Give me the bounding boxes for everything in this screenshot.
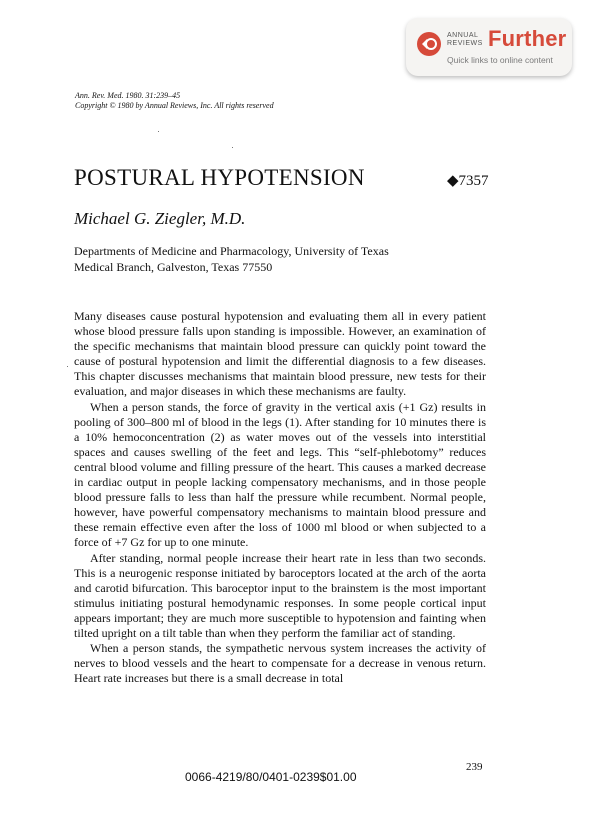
paragraph-2: When a person stands, the force of gravity in the vertical axis (+1 Gz) results in pooling of 300–800 ml of blood in the legs (1). After standing for 10 minutes there is a 10% hemoconcentration (2) as water moves out of the vessels into interstitial spaces and causes swelling of the feet and legs. This “self-phlebotomy” reduces central blood volume and filling pressure of the heart. This causes a marked decrease in cardiac output in people lacking compensatory mechanisms, and in those people blood pressure falls to less than half the pressure while recumbent. Normal people, however, have powerful compensatory mechanisms to maintain blood pressure and these remain effective even after the loss of 1000 ml blood or when subjected to a force of +7 Gz for up to one minute. [74,399,486,550]
paragraph-1: Many diseases cause postural hypotension and evaluating them all in every patient whose blood pressure falls upon standing is impossible. However, an examination of the specific mechanisms that maintain blood pressure can quickly point toward the cause of postural hypotension and limit the differential diagnosis to a few diseases. This chapter discusses mechanisms that maintain blood pressure, new tests for their evaluation, and major diseases in which these mechanisms are faulty. [74,309,486,399]
badge-reviews-label: REVIEWS [447,40,483,47]
annual-reviews-further-badge[interactable] [406,18,572,76]
footer-code: 0066-4219/80/0401-0239$01.00 [185,770,357,784]
article-code: ◆7357 [447,173,489,189]
journal-citation: Ann. Rev. Med. 1980. 31:239–45 [75,91,181,100]
author-name: Michael G. Ziegler, M.D. [74,209,246,228]
badge-annual-label: ANNUAL [447,32,479,39]
article-title: POSTURAL HYPOTENSION [74,165,365,190]
speck-mark [232,147,233,148]
paragraph-3: After standing, normal people increase their heart rate in less than two seconds. This is a neurogenic response initiated by baroceptors located at the arch of the aorta and carotid bifurcation. This baroceptor input to the brainstem is the most important stimulus initiating postural hemodynamic responses. In some people cortical input appears important; they are much more susceptible to hypotension and fainting when tilted upright on a tilt table than when they perform the familiar act of standing. [74,550,486,640]
badge-tagline: Quick links to online content [447,55,553,65]
affiliation-line-2: Medical Branch, Galveston, Texas 77550 [74,260,273,274]
copyright-line: Copyright © 1980 by Annual Reviews, Inc. All rights reserved [75,101,274,110]
play-circle-icon [417,32,441,56]
badge-further-label: Further [488,26,567,51]
speck-mark [67,366,68,367]
speck-mark [158,131,159,132]
paragraph-4: When a person stands, the sympathetic nervous system increases the activity of nerves to blood vessels and the heart to compensate for a decrease in venous return. Heart rate increases but there is a small decrease in total [74,641,486,686]
article-body [74,309,486,686]
page-number: 239 [466,761,483,773]
affiliation-line-1: Departments of Medicine and Pharmacology, University of Texas [74,244,389,258]
